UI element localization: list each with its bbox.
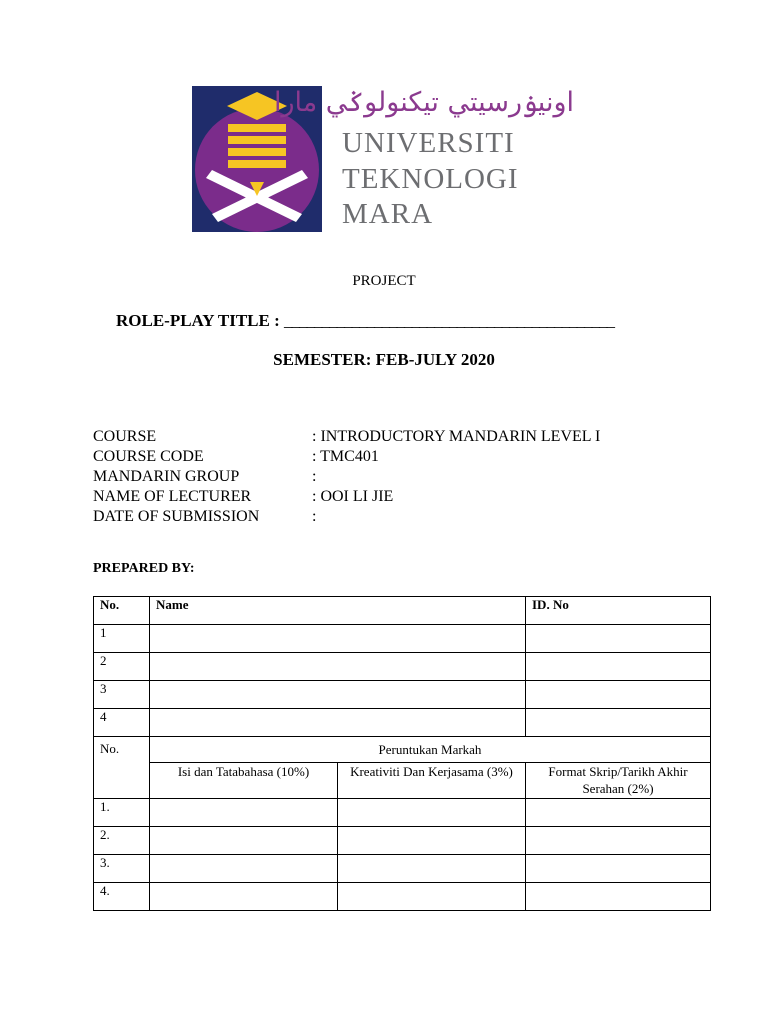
table-row — [94, 799, 711, 827]
course-info — [93, 427, 600, 527]
marks-col-format: Format Skrip/Tarikh Akhir Serahan (2%) — [526, 763, 711, 799]
mark-cell[interactable] — [150, 883, 338, 911]
roleplay-blank-line: ____________________________________________ — [284, 311, 614, 330]
mark-cell[interactable] — [338, 883, 526, 911]
header-no: No. — [94, 597, 150, 625]
marks-title: Peruntukan Markah — [150, 737, 711, 763]
info-label: DATE OF SUBMISSION — [93, 508, 260, 525]
mark-cell[interactable] — [526, 883, 711, 911]
name-cell[interactable] — [150, 625, 526, 653]
id-cell[interactable] — [526, 653, 711, 681]
project-heading: PROJECT — [352, 273, 416, 289]
info-label: COURSE CODE — [93, 448, 204, 465]
uitm-logo — [192, 86, 582, 234]
logo-jawi-text: اونيۏرسيتي تيكنولوݢي مارا — [273, 87, 574, 118]
logo-line-2: TEKNOLOGI — [342, 163, 519, 195]
prepared-by-label: PREPARED BY: — [93, 561, 195, 576]
id-cell[interactable] — [526, 709, 711, 737]
marks-title-row — [94, 737, 711, 763]
table-row — [94, 681, 711, 709]
info-row-mandarin-group — [93, 467, 600, 487]
semester-heading: SEMESTER: FEB-JULY 2020 — [273, 350, 495, 369]
row-number: 2 — [94, 653, 150, 681]
mark-cell[interactable] — [338, 799, 526, 827]
info-row-submission-date — [93, 507, 600, 527]
logo-line-1: UNIVERSITI — [342, 127, 515, 159]
info-label: NAME OF LECTURER — [93, 488, 252, 505]
table-row — [94, 709, 711, 737]
mark-cell[interactable] — [526, 827, 711, 855]
marks-row-number: 2. — [94, 827, 150, 855]
roleplay-label: ROLE-PLAY TITLE : — [116, 311, 280, 330]
row-number: 3 — [94, 681, 150, 709]
mark-cell[interactable] — [338, 827, 526, 855]
mark-cell[interactable] — [150, 827, 338, 855]
row-number: 1 — [94, 625, 150, 653]
header-id: ID. No — [526, 597, 711, 625]
mark-cell[interactable] — [338, 855, 526, 883]
marks-row-number: 1. — [94, 799, 150, 827]
marks-no-header: No. — [94, 737, 150, 799]
mark-cell[interactable] — [150, 799, 338, 827]
info-value: : — [312, 508, 317, 525]
info-row-lecturer — [93, 487, 600, 507]
table-row — [94, 855, 711, 883]
marks-col-content: Isi dan Tatabahasa (10%) — [150, 763, 338, 799]
info-row-course-code — [93, 447, 600, 467]
id-cell[interactable] — [526, 681, 711, 709]
info-value: : TMC401 — [312, 448, 379, 465]
header-name: Name — [150, 597, 526, 625]
info-value: : INTRODUCTORY MANDARIN LEVEL I — [312, 428, 601, 445]
table-header-row — [94, 597, 711, 625]
marks-col-creativity: Kreativiti Dan Kerjasama (3%) — [338, 763, 526, 799]
row-number: 4 — [94, 709, 150, 737]
members-table — [93, 596, 711, 911]
name-cell[interactable] — [150, 709, 526, 737]
name-cell[interactable] — [150, 681, 526, 709]
mark-cell[interactable] — [150, 855, 338, 883]
logo-line-3: MARA — [342, 198, 434, 230]
roleplay-title — [116, 311, 614, 331]
info-value: : — [312, 468, 317, 485]
table-row — [94, 625, 711, 653]
marks-row-number: 3. — [94, 855, 150, 883]
marks-columns-row — [94, 763, 711, 799]
name-cell[interactable] — [150, 653, 526, 681]
info-label: COURSE — [93, 428, 157, 445]
mark-cell[interactable] — [526, 799, 711, 827]
mark-cell[interactable] — [526, 855, 711, 883]
info-label: MANDARIN GROUP — [93, 468, 240, 485]
table-row — [94, 653, 711, 681]
info-row-course — [93, 427, 600, 447]
info-value: : OOI LI JIE — [312, 488, 394, 505]
table-row — [94, 827, 711, 855]
marks-row-number: 4. — [94, 883, 150, 911]
id-cell[interactable] — [526, 625, 711, 653]
table-row — [94, 883, 711, 911]
